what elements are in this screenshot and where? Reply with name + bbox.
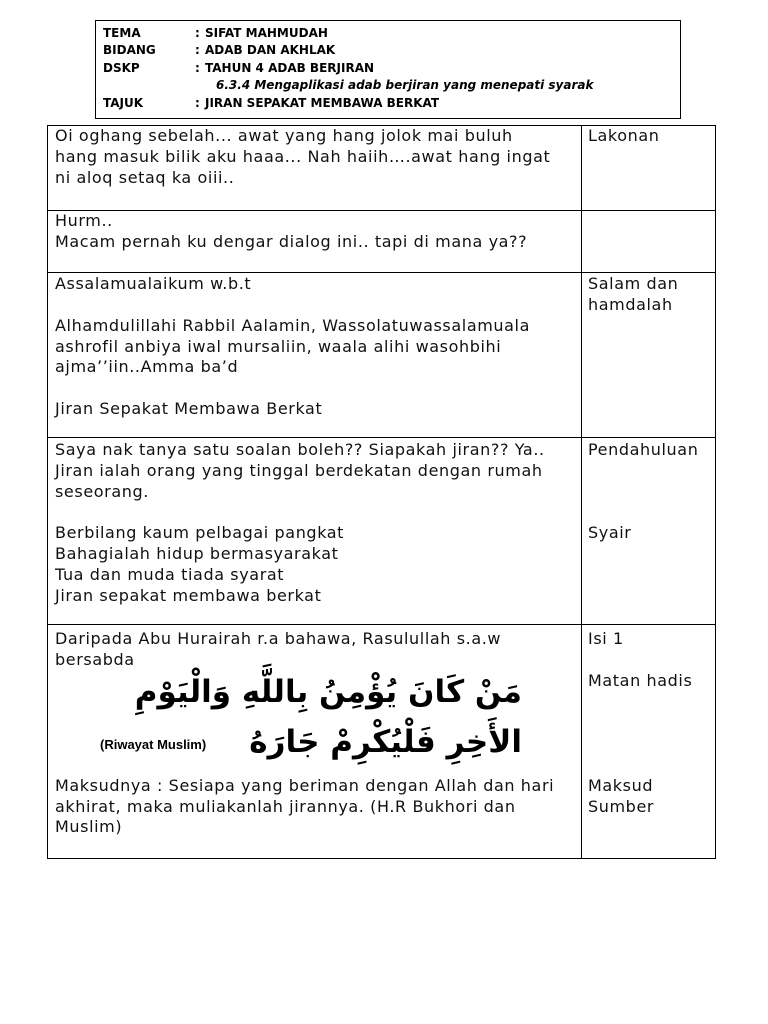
text-line: Jiran ialah orang yang tinggal berdekatan dengan rumah	[55, 460, 543, 480]
text-line: seseorang.	[55, 481, 149, 501]
paragraph	[55, 776, 577, 839]
row-3-note-cell	[582, 272, 715, 437]
note-label: Salam dan hamdalah	[588, 274, 679, 314]
note-label: Isi 1	[588, 629, 624, 648]
bidang-row	[103, 42, 673, 59]
row-1-note-cell	[582, 126, 715, 210]
dskp-separator: :	[195, 61, 200, 75]
bidang-label: BIDANG	[103, 43, 156, 57]
paragraph	[55, 316, 577, 379]
paragraph	[55, 440, 577, 503]
text-line: bersabda	[55, 649, 135, 669]
note-label: Syair	[588, 523, 632, 543]
script-table	[47, 125, 716, 859]
text-line: Assalamualaikum w.b.t	[55, 274, 252, 293]
text-line: ajma’’iin..Amma ba’d	[55, 357, 239, 377]
tema-label: TEMA	[103, 26, 141, 40]
paragraph	[55, 629, 577, 671]
text-line: hang masuk bilik aku haaa... Nah haiih….awat hang ingat	[55, 146, 551, 166]
tema-value: SIFAT MAHMUDAH	[205, 26, 328, 40]
text-line: Muslim)	[55, 817, 123, 837]
hadith-source-label: (Riwayat Muslim)	[100, 736, 207, 752]
note-label: Matan hadis	[588, 670, 693, 690]
tajuk-separator: :	[195, 96, 200, 110]
tema-separator: :	[195, 26, 200, 40]
tajuk-row	[103, 95, 673, 112]
paragraph	[55, 126, 577, 189]
hadith-block	[55, 671, 577, 776]
text-line: Macam pernah ku dengar dialog ini.. tapi di mana ya??	[55, 231, 528, 251]
text-line: Jiran Sepakat Membawa Berkat	[55, 399, 323, 419]
dskp-value: TAHUN 4 ADAB BERJIRAN	[205, 61, 375, 75]
text-line: Hurm..	[55, 211, 113, 230]
paragraph	[55, 399, 577, 420]
note-label: Maksud	[588, 775, 654, 795]
arabic-line: الأَخِرِ فَلْيُكْرِمْ جَارَهُ	[249, 723, 522, 760]
lesson-info-box	[95, 20, 681, 119]
tajuk-value: JIRAN SEPAKAT MEMBAWA BERKAT	[205, 96, 440, 110]
note-label: Sumber	[588, 796, 655, 816]
tajuk-label: TAJUK	[103, 96, 144, 110]
bidang-value: ADAB DAN AKHLAK	[205, 43, 336, 57]
arabic-line: مَنْ كَانَ يُؤْمِنُ بِاللَّهِ وَالْيَوْمِ	[134, 673, 522, 710]
text-line: akhirat, maka muliakanlah jirannya. (H.R Bukhori dan	[55, 796, 516, 816]
note-label: Lakonan	[588, 126, 660, 145]
dskp-label: DSKP	[103, 61, 140, 75]
text-line: Daripada Abu Hurairah r.a bahawa, Rasulullah s.a.w	[55, 629, 502, 648]
poem-line: Berbilang kaum pelbagai pangkat	[55, 523, 345, 543]
note-label: Pendahuluan	[588, 440, 699, 459]
row-5-script-cell	[48, 624, 582, 858]
poem-line: Tua dan muda tiada syarat	[55, 565, 285, 585]
row-2-note-cell	[582, 210, 715, 272]
poem-line: Jiran sepakat membawa berkat	[55, 585, 322, 605]
paragraph	[55, 211, 577, 253]
paragraph	[55, 274, 577, 295]
row-5-note-cell	[582, 624, 715, 858]
text-line: Oi oghang sebelah... awat yang hang jolok mai buluh	[55, 126, 513, 145]
text-line: Maksudnya : Sesiapa yang beriman dengan Allah dan hari	[55, 775, 555, 795]
tema-row	[103, 25, 673, 42]
row-4-note-cell	[582, 437, 715, 624]
row-3-script-cell	[48, 272, 582, 437]
bidang-separator: :	[195, 43, 200, 57]
dskp-row	[103, 60, 673, 77]
poem-stanza	[55, 523, 577, 606]
row-2-script-cell	[48, 210, 582, 272]
row-4-script-cell	[48, 437, 582, 624]
text-line: ashrofil anbiya iwal mursaliin, waala alihi wasohbihi	[55, 336, 502, 356]
text-line: Saya nak tanya satu soalan boleh?? Siapakah jiran?? Ya..	[55, 440, 545, 459]
poem-line: Bahagialah hidup bermasyarakat	[55, 544, 339, 564]
row-1-script-cell	[48, 126, 582, 210]
dskp-detail: 6.3.4 Mengaplikasi adab berjiran yang menepati syarak	[216, 78, 594, 92]
text-line: ni aloq setaq ka oiii..	[55, 167, 235, 187]
text-line: Alhamdulillahi Rabbil Aalamin, Wassolatuwassalamuala	[55, 315, 531, 335]
